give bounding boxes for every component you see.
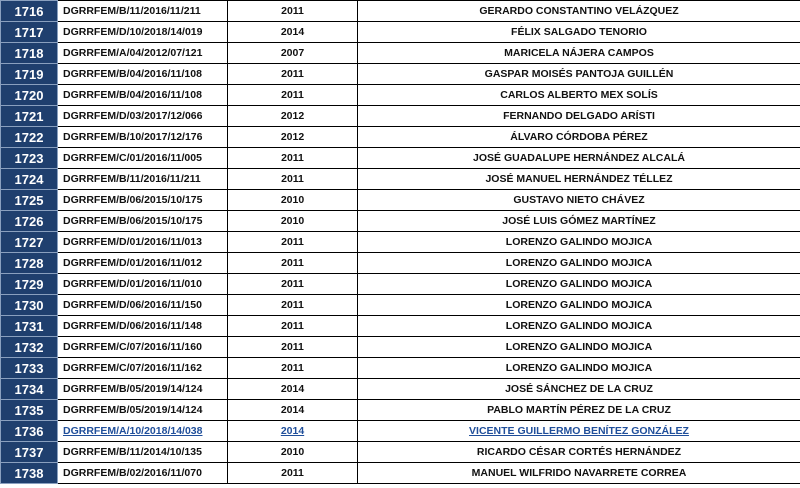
- row-number: 1724: [1, 169, 58, 190]
- name-cell: LORENZO GALINDO MOJICA: [358, 253, 800, 274]
- expediente-cell: DGRRFEM/C/01/2016/11/005: [58, 148, 228, 169]
- name-cell: GUSTAVO NIETO CHÁVEZ: [358, 190, 800, 211]
- row-number: 1727: [1, 232, 58, 253]
- name-cell: LORENZO GALINDO MOJICA: [358, 232, 800, 253]
- year-cell: 2011: [228, 64, 358, 85]
- row-number: 1735: [1, 400, 58, 421]
- name-cell: RICARDO CÉSAR CORTÉS HERNÁNDEZ: [358, 442, 800, 463]
- expediente-cell: DGRRFEM/B/04/2016/11/108: [58, 85, 228, 106]
- row-number: 1719: [1, 64, 58, 85]
- table-row: [1, 232, 800, 253]
- expediente-cell: DGRRFEM/C/07/2016/11/160: [58, 337, 228, 358]
- expediente-cell: DGRRFEM/D/06/2016/11/148: [58, 316, 228, 337]
- row-number: 1723: [1, 148, 58, 169]
- row-number: 1732: [1, 337, 58, 358]
- expediente-cell: DGRRFEM/D/01/2016/11/010: [58, 274, 228, 295]
- expediente-cell: DGRRFEM/B/04/2016/11/108: [58, 64, 228, 85]
- table-row: [1, 64, 800, 85]
- row-number: 1738: [1, 463, 58, 484]
- row-number: 1730: [1, 295, 58, 316]
- name-cell: CARLOS ALBERTO MEX SOLÍS: [358, 85, 800, 106]
- name-cell: LORENZO GALINDO MOJICA: [358, 274, 800, 295]
- row-number: 1731: [1, 316, 58, 337]
- year-cell: 2011: [228, 358, 358, 379]
- expediente-cell: DGRRFEM/A/10/2018/14/038: [58, 421, 228, 442]
- row-number: 1733: [1, 358, 58, 379]
- table-row: [1, 127, 800, 148]
- name-cell: JOSÉ GUADALUPE HERNÁNDEZ ALCALÁ: [358, 148, 800, 169]
- year-cell: 2011: [228, 253, 358, 274]
- table-row: [1, 169, 800, 190]
- table-row: [1, 400, 800, 421]
- row-number: 1718: [1, 43, 58, 64]
- year-cell: 2014: [228, 400, 358, 421]
- expediente-cell: DGRRFEM/D/03/2017/12/066: [58, 106, 228, 127]
- name-cell: ÁLVARO CÓRDOBA PÉREZ: [358, 127, 800, 148]
- expediente-cell: DGRRFEM/B/11/2014/10/135: [58, 442, 228, 463]
- name-cell: MANUEL WILFRIDO NAVARRETE CORREA: [358, 463, 800, 484]
- name-cell: PABLO MARTÍN PÉREZ DE LA CRUZ: [358, 400, 800, 421]
- year-cell: 2011: [228, 316, 358, 337]
- name-cell: JOSÉ LUIS GÓMEZ MARTÍNEZ: [358, 211, 800, 232]
- table-row: [1, 421, 800, 442]
- table-row: [1, 22, 800, 43]
- expediente-cell: DGRRFEM/B/05/2019/14/124: [58, 379, 228, 400]
- expediente-cell: DGRRFEM/D/01/2016/11/012: [58, 253, 228, 274]
- year-cell: 2011: [228, 295, 358, 316]
- table-row: [1, 1, 800, 22]
- table-row: [1, 274, 800, 295]
- expediente-cell: DGRRFEM/B/06/2015/10/175: [58, 190, 228, 211]
- year-cell: 2011: [228, 85, 358, 106]
- expediente-cell: DGRRFEM/D/01/2016/11/013: [58, 232, 228, 253]
- row-number: 1725: [1, 190, 58, 211]
- name-cell: GERARDO CONSTANTINO VELÁZQUEZ: [358, 1, 800, 22]
- table-row: [1, 463, 800, 484]
- table-row: [1, 442, 800, 463]
- expediente-cell: DGRRFEM/D/10/2018/14/019: [58, 22, 228, 43]
- year-cell: 2010: [228, 442, 358, 463]
- name-cell: LORENZO GALINDO MOJICA: [358, 337, 800, 358]
- year-cell: 2011: [228, 232, 358, 253]
- row-number: 1721: [1, 106, 58, 127]
- year-cell: 2011: [228, 169, 358, 190]
- row-number: 1722: [1, 127, 58, 148]
- expediente-cell: DGRRFEM/B/05/2019/14/124: [58, 400, 228, 421]
- expediente-cell: DGRRFEM/B/10/2017/12/176: [58, 127, 228, 148]
- expediente-cell: DGRRFEM/A/04/2012/07/121: [58, 43, 228, 64]
- expediente-cell: DGRRFEM/D/06/2016/11/150: [58, 295, 228, 316]
- name-cell: LORENZO GALINDO MOJICA: [358, 316, 800, 337]
- row-number: 1726: [1, 211, 58, 232]
- row-number: 1729: [1, 274, 58, 295]
- year-cell: 2010: [228, 211, 358, 232]
- records-table-body: [1, 1, 800, 484]
- name-cell: JOSÉ MANUEL HERNÁNDEZ TÉLLEZ: [358, 169, 800, 190]
- row-number: 1716: [1, 1, 58, 22]
- name-cell: VICENTE GUILLERMO BENÍTEZ GONZÁLEZ: [358, 421, 800, 442]
- year-cell: 2011: [228, 463, 358, 484]
- expediente-cell: DGRRFEM/B/02/2016/11/070: [58, 463, 228, 484]
- expediente-cell: DGRRFEM/B/06/2015/10/175: [58, 211, 228, 232]
- year-cell: 2007: [228, 43, 358, 64]
- name-cell: GASPAR MOISÉS PANTOJA GUILLÉN: [358, 64, 800, 85]
- table-row: [1, 358, 800, 379]
- year-cell: 2011: [228, 337, 358, 358]
- name-cell: FÉLIX SALGADO TENORIO: [358, 22, 800, 43]
- table-row: [1, 316, 800, 337]
- row-number: 1736: [1, 421, 58, 442]
- year-cell: 2014: [228, 421, 358, 442]
- table-row: [1, 295, 800, 316]
- table-row: [1, 337, 800, 358]
- expediente-cell: DGRRFEM/B/11/2016/11/211: [58, 1, 228, 22]
- year-cell: 2014: [228, 22, 358, 43]
- name-cell: MARICELA NÁJERA CAMPOS: [358, 43, 800, 64]
- row-number: 1728: [1, 253, 58, 274]
- row-number: 1717: [1, 22, 58, 43]
- row-number: 1720: [1, 85, 58, 106]
- year-cell: 2011: [228, 148, 358, 169]
- table-row: [1, 43, 800, 64]
- expediente-cell: DGRRFEM/B/11/2016/11/211: [58, 169, 228, 190]
- table-row: [1, 85, 800, 106]
- year-cell: 2011: [228, 274, 358, 295]
- table-row: [1, 148, 800, 169]
- row-number: 1737: [1, 442, 58, 463]
- name-cell: LORENZO GALINDO MOJICA: [358, 295, 800, 316]
- name-cell: FERNANDO DELGADO ARÍSTI: [358, 106, 800, 127]
- year-cell: 2010: [228, 190, 358, 211]
- table-row: [1, 190, 800, 211]
- table-row: [1, 211, 800, 232]
- table-row: [1, 379, 800, 400]
- table-row: [1, 253, 800, 274]
- name-cell: LORENZO GALINDO MOJICA: [358, 358, 800, 379]
- name-cell: JOSÉ SÁNCHEZ DE LA CRUZ: [358, 379, 800, 400]
- year-cell: 2012: [228, 106, 358, 127]
- year-cell: 2012: [228, 127, 358, 148]
- year-cell: 2014: [228, 379, 358, 400]
- table-row: [1, 106, 800, 127]
- year-cell: 2011: [228, 1, 358, 22]
- expediente-cell: DGRRFEM/C/07/2016/11/162: [58, 358, 228, 379]
- row-number: 1734: [1, 379, 58, 400]
